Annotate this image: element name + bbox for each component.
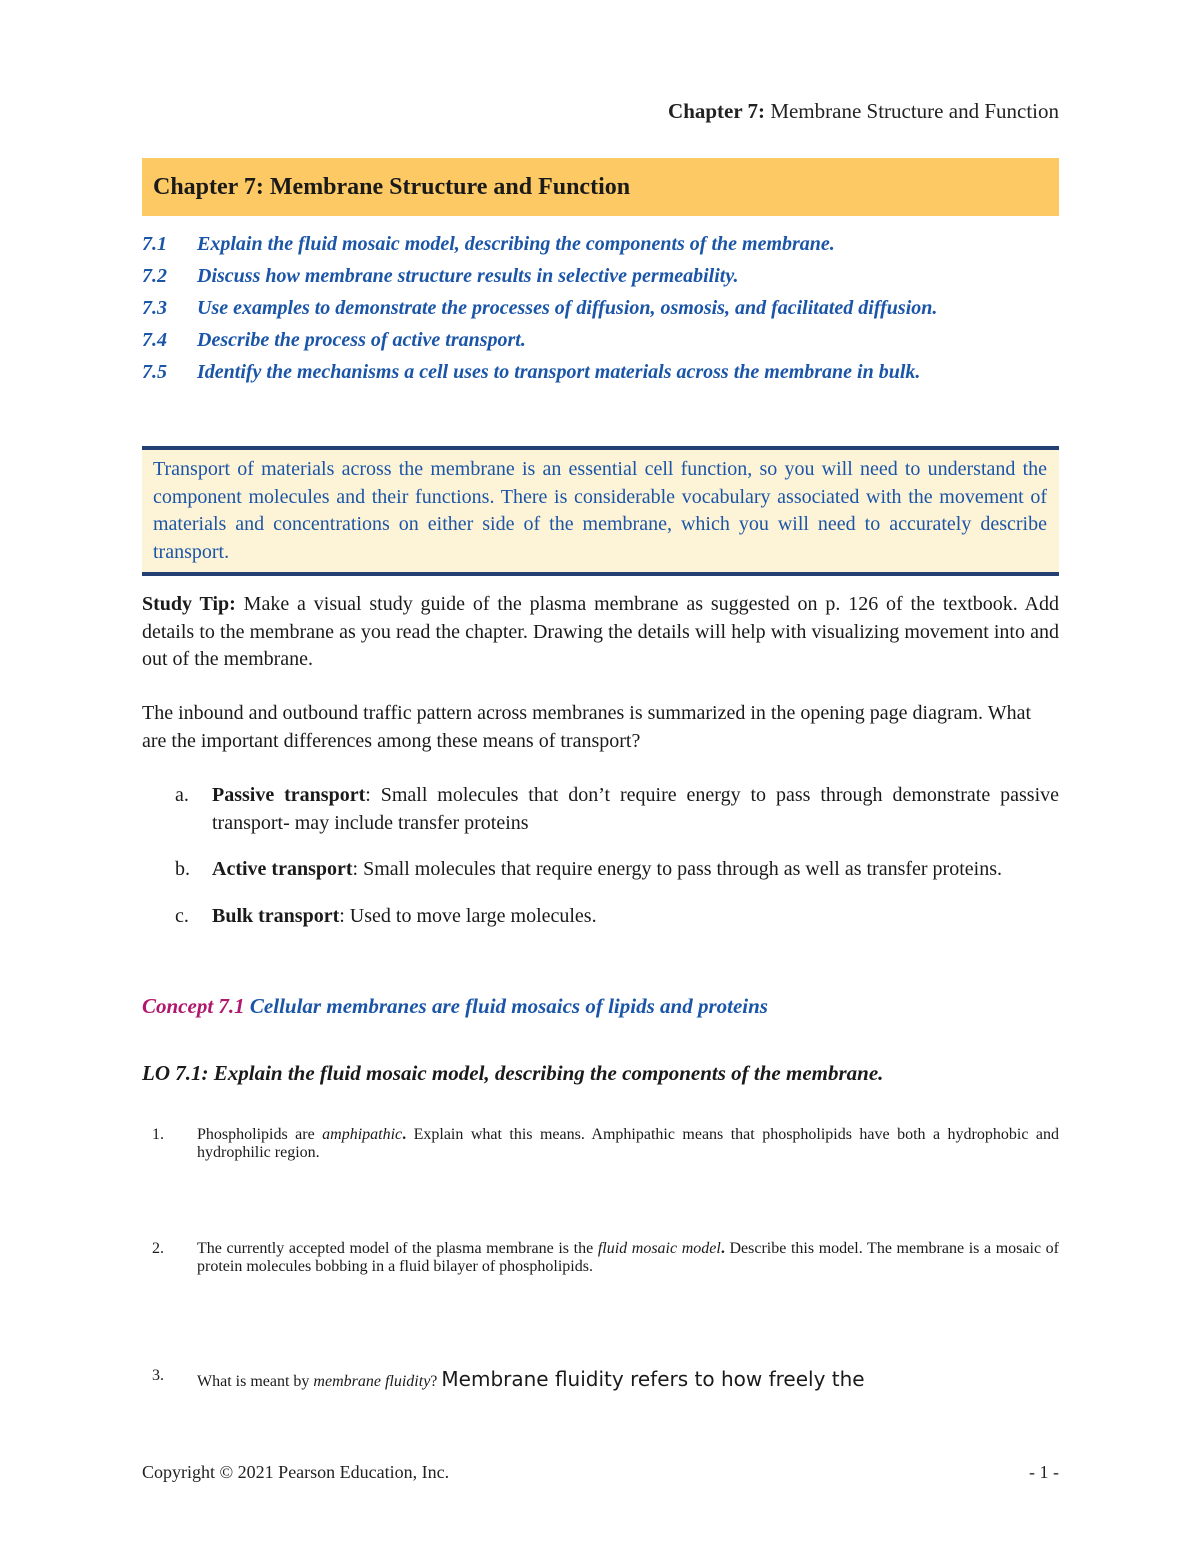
- traffic-paragraph: The inbound and outbound traffic pattern across membranes is summarized in the opening page diagram. What are the important differences among these means of transport?: [142, 702, 1032, 752]
- transport-type-description: : Used to move large molecules.: [339, 904, 597, 927]
- objective-number: 7.2: [142, 265, 167, 287]
- study-tip-label: Study Tip:: [142, 593, 236, 615]
- objective-item: [142, 326, 1059, 354]
- question-term: amphipathic: [322, 1126, 403, 1143]
- transport-type-letter: a.: [175, 784, 189, 806]
- study-tip-text: Make a visual study guide of the plasma membrane as suggested on p. 126 of the textbook. Add details to the membrane as you read the chapter. Drawing the details will help with visualizing movement into and out of the membrane.: [142, 593, 1059, 670]
- transport-type-term: Passive transport: [212, 784, 366, 806]
- intro-callout-text: Transport of materials across the membrane is an essential cell function, so you will need to understand the component molecules and their functions. There is considerable vocabulary associated with the movement of materials and concentrations on either side of the membrane, which you will need to accurately describe transport.: [153, 458, 1047, 563]
- objective-number: 7.3: [142, 297, 167, 319]
- question-item: [142, 1126, 1059, 1162]
- concept-label: Concept 7.1: [142, 994, 245, 1018]
- question-answer: Describe this model. The membrane is a mosaic of protein molecules bobbing in a fluid bilayer of phospholipids.: [197, 1240, 1060, 1275]
- question-answer: Membrane fluidity refers to how freely the: [441, 1367, 865, 1391]
- transport-type-item: [142, 856, 1059, 884]
- transport-type-description: : Small molecules that don’t require energy to pass through demonstrate passive transport- may include transfer proteins: [212, 784, 1059, 834]
- question-item: [142, 1240, 1059, 1276]
- question-term-period: .: [402, 1126, 407, 1143]
- transport-type-letter: c.: [175, 904, 189, 927]
- objective-text: Use examples to demonstrate the processes of diffusion, osmosis, and facilitated diffusion.: [197, 297, 938, 319]
- transport-type-item: [142, 903, 1059, 931]
- objective-text: Identify the mechanisms a cell uses to transport materials across the membrane in bulk.: [197, 361, 921, 383]
- objective-item: [142, 358, 1059, 386]
- question-term: fluid mosaic model: [597, 1240, 721, 1257]
- running-header-chapter-name: Membrane Structure and Function: [765, 99, 1059, 123]
- learning-objective-heading: LO 7.1: Explain the fluid mosaic model, describing the components of the membrane.: [142, 1061, 884, 1085]
- running-header: [668, 99, 1059, 124]
- concept-heading: [142, 994, 768, 1019]
- question-number: 3.: [152, 1367, 164, 1384]
- question-item: [142, 1367, 1059, 1391]
- question-prefix: What is meant by: [197, 1373, 314, 1390]
- objective-item: [142, 262, 1059, 290]
- concept-title: Cellular membranes are fluid mosaics of lipids and proteins: [244, 994, 768, 1018]
- transport-type-term: Bulk transport: [212, 904, 340, 927]
- objective-item: [142, 230, 1059, 258]
- objective-text: Discuss how membrane structure results in selective permeability.: [197, 265, 739, 287]
- transport-type-text: [212, 856, 1059, 884]
- learning-objectives-list: [142, 230, 1059, 390]
- transport-type-description: : Small molecules that require energy to pass through as well as transfer proteins.: [352, 858, 1002, 880]
- study-tip-paragraph: [142, 591, 1059, 674]
- transport-type-term: Active transport: [212, 858, 353, 880]
- question-number: 2.: [152, 1240, 164, 1257]
- question-text: [197, 1240, 1059, 1276]
- transport-type-text: [212, 782, 1059, 837]
- question-answer: Explain what this means. Amphipathic means that phospholipids have both a hydrophobic and hydrophilic region.: [197, 1126, 1059, 1161]
- objective-number: 7.4: [142, 329, 167, 351]
- chapter-title: Chapter 7: Membrane Structure and Function: [153, 173, 631, 200]
- question-number: 1.: [152, 1126, 164, 1143]
- objective-text: Explain the fluid mosaic model, describing the components of the membrane.: [197, 233, 835, 255]
- question-prefix: Phospholipids are: [197, 1126, 323, 1143]
- objective-item: [142, 294, 1059, 322]
- question-prefix: The currently accepted model of the plasma membrane is the: [197, 1240, 598, 1257]
- chapter-title-banner: [142, 158, 1059, 216]
- transport-type-item: [142, 782, 1059, 837]
- question-term: membrane fluidity: [313, 1373, 431, 1390]
- transport-types-list: [142, 782, 1059, 949]
- transport-type-text: [212, 903, 1059, 931]
- objective-text: Describe the process of active transport.: [197, 329, 526, 351]
- objective-number: 7.5: [142, 361, 167, 383]
- transport-type-letter: b.: [175, 858, 190, 880]
- footer-page-number: - 1 -: [1029, 1462, 1059, 1482]
- objective-number: 7.1: [142, 233, 167, 255]
- question-suffix: ?: [430, 1373, 442, 1390]
- question-term-period: .: [720, 1240, 725, 1257]
- footer-copyright: Copyright © 2021 Pearson Education, Inc.: [142, 1462, 450, 1482]
- running-header-chapter-label: Chapter 7:: [668, 99, 766, 123]
- question-text: [197, 1367, 1059, 1391]
- intro-callout-box: [142, 446, 1059, 576]
- question-text: [197, 1126, 1059, 1162]
